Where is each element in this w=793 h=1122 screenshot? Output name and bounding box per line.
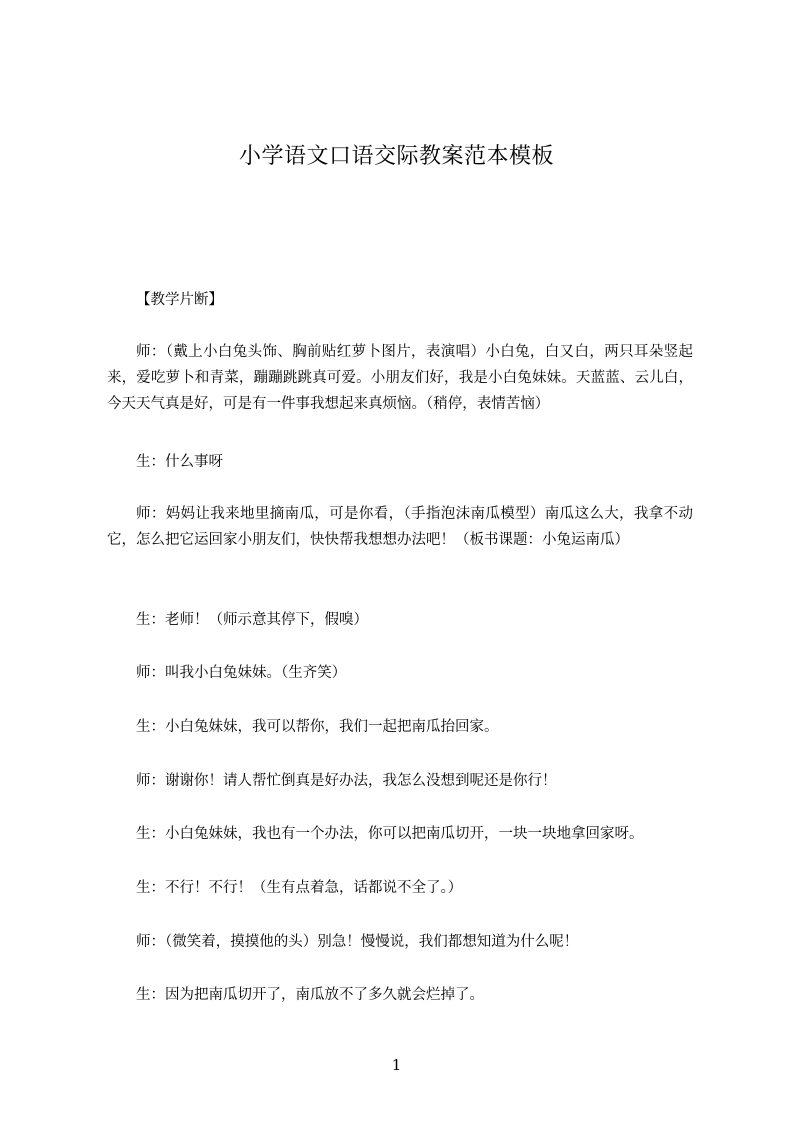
paragraph-teacher-2: 师：妈妈让我来地里摘南瓜，可是你看，（手指泡沫南瓜模型）南瓜这么大，我拿不动它，怎么把它运回家小朋友们，快快帮我想想办法吧！（板书课题：小兔运南瓜）: [107, 506, 693, 548]
document-title: 小学语文口语交际教案范本模板: [238, 144, 554, 169]
page-number: 1: [391, 1056, 402, 1074]
paragraph-teacher-5: 师：（微笑着，摸摸他的头）别急！慢慢说，我们都想知道为什么呢！: [136, 934, 579, 950]
paragraph-teacher-4: 师：谢谢你！请人帮忙倒真是好办法，我怎么没想到呢还是你行！: [136, 773, 557, 789]
paragraph-student-1: 生：什么事呀: [136, 454, 223, 470]
paragraph-student-4: 生：小白兔妹妹，我也有一个办法，你可以把南瓜切开，一块一块地拿回家呀。: [136, 826, 644, 842]
paragraph-student-6: 生：因为把南瓜切开了，南瓜放不了多久就会烂掉了。: [136, 987, 484, 1003]
section-heading: 【教学片断】: [136, 292, 223, 308]
paragraph-student-3: 生：小白兔妹妹，我可以帮你，我们一起把南瓜抬回家。: [136, 719, 499, 735]
paragraph-teacher-3: 师：叫我小白兔妹妹。（生齐笑）: [136, 665, 347, 681]
paragraph-student-5: 生：不行！不行！（生有点着急，话都说不全了。）: [136, 880, 463, 896]
paragraph-student-2: 生：老师！（师示意其停下，假嗅）: [136, 612, 368, 628]
paragraph-teacher-intro: 师：（戴上小白兔头饰、胸前贴红萝卜图片，表演唱）小白兔，白又白，两只耳朵竖起来，爱吃萝卜和青菜，蹦蹦跳跳真可爱。小朋友们好，我是小白兔妹妹。天蓝蓝、云儿白，今天天气真是好，可是有一件事我想起来真烦恼。（稍停，表情苦恼）: [107, 344, 693, 412]
